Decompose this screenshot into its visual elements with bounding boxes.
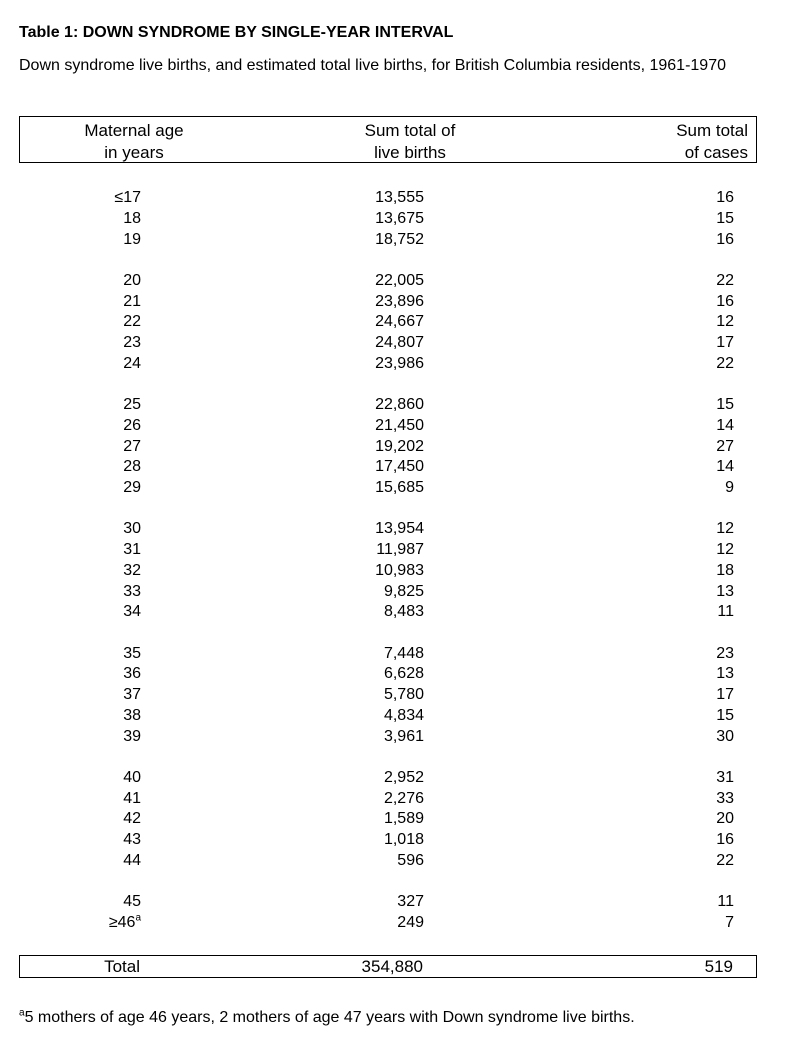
cell-maternal-age (123, 850, 141, 871)
cell-live-births: 3,961 (383, 727, 424, 745)
cell-live-births: 22,005 (375, 271, 424, 289)
cell-age-value: 28 (123, 458, 141, 476)
cell-live-births: 596 (397, 851, 424, 869)
cell-maternal-age (123, 684, 141, 705)
header-births-line2: live births (374, 143, 446, 162)
cell-cases: 16 (716, 189, 734, 206)
cell-cases: 7 (725, 913, 734, 931)
cell-live-births: 4,834 (383, 706, 424, 724)
cell-cases: 31 (716, 768, 734, 786)
cell-age-value: 18 (123, 209, 141, 227)
cell-live-births: 15,685 (375, 479, 424, 496)
cell-cases: 12 (716, 520, 734, 538)
cell-age-value: 44 (123, 851, 141, 869)
table-row (19, 643, 757, 664)
cell-age-value: 31 (123, 541, 141, 558)
cell-live-births: 13,675 (375, 209, 424, 227)
cell-age-value: 39 (123, 727, 141, 745)
table-row (19, 208, 757, 229)
cell-age-value: ≤17 (114, 189, 141, 206)
footnote-text: 5 mothers of age 46 years, 2 mothers of age 47 years with Down syndrome live births. (24, 1009, 635, 1026)
cell-maternal-age (123, 891, 141, 912)
cell-age-value: 37 (123, 686, 141, 703)
cell-age-value: 41 (123, 789, 141, 807)
cell-age-value: 22 (123, 313, 141, 331)
cell-live-births: 1,589 (383, 810, 424, 828)
total-row (19, 955, 757, 978)
table-row (19, 477, 757, 498)
table-row (19, 808, 757, 829)
cell-maternal-age (123, 353, 141, 374)
table-subtitle: Down syndrome live births, and estimated total live births, for British Columbia residents, 1961-1970 (19, 57, 726, 74)
cell-cases: 22 (716, 851, 734, 869)
cell-age-value: 42 (123, 810, 141, 828)
cell-maternal-age (109, 912, 141, 933)
table-row (19, 539, 757, 560)
footnote-marker: a (19, 1007, 25, 1019)
cell-live-births: 18,752 (375, 230, 424, 248)
cell-live-births: 13,954 (375, 520, 424, 538)
cell-cases: 15 (716, 396, 734, 413)
cell-cases: 17 (716, 686, 734, 703)
cell-age-value: 24 (123, 354, 141, 372)
cell-maternal-age (123, 436, 141, 457)
table-row (19, 829, 757, 850)
cell-maternal-age (123, 208, 141, 229)
cell-age-value: 33 (123, 582, 141, 600)
cell-age-value: 19 (123, 230, 141, 248)
cell-live-births: 1,018 (383, 831, 424, 848)
cell-cases: 14 (716, 416, 734, 434)
cell-cases: 11 (717, 893, 734, 910)
cell-maternal-age (123, 601, 141, 622)
table-row (19, 912, 757, 933)
table-body (19, 0, 757, 950)
cell-maternal-age (123, 394, 141, 415)
cell-cases: 11 (717, 603, 734, 621)
table-row (19, 436, 757, 457)
cell-maternal-age (123, 560, 141, 581)
cell-maternal-age (123, 829, 141, 850)
header-cases-line1: Sum total (676, 121, 748, 140)
cell-live-births: 22,860 (375, 396, 424, 413)
table-row (19, 353, 757, 374)
cell-maternal-age (123, 705, 141, 726)
header-births-line1: Sum total of (364, 121, 456, 140)
cell-live-births: 24,667 (375, 313, 424, 331)
cell-age-value: 35 (123, 644, 141, 662)
cell-age-value: 29 (123, 479, 141, 496)
cell-cases: 22 (716, 354, 734, 372)
cell-maternal-age (123, 788, 141, 809)
cell-age-value: 27 (123, 437, 141, 455)
cell-maternal-age (123, 291, 141, 312)
cell-live-births: 21,450 (375, 416, 424, 434)
cell-cases: 18 (716, 561, 734, 579)
cell-age-value: 30 (123, 520, 141, 538)
cell-live-births: 6,628 (383, 665, 424, 683)
table-row (19, 705, 757, 726)
cell-cases: 16 (716, 831, 734, 848)
cell-age-value: 45 (123, 893, 141, 910)
cell-live-births: 11,987 (376, 541, 424, 558)
cell-cases: 27 (716, 437, 734, 455)
cell-cases: 23 (716, 644, 734, 662)
cell-maternal-age (123, 808, 141, 829)
cell-cases: 15 (716, 706, 734, 724)
cell-cases: 33 (716, 789, 734, 807)
cell-live-births: 9,825 (383, 582, 424, 600)
cell-live-births: 327 (397, 893, 424, 910)
table-row (19, 394, 757, 415)
cell-live-births: 23,986 (375, 354, 424, 372)
cell-maternal-age (123, 311, 141, 332)
total-cases: 519 (704, 957, 733, 976)
cell-live-births: 7,448 (383, 644, 424, 662)
cell-live-births: 17,450 (375, 458, 424, 476)
table-row (19, 891, 757, 912)
cell-maternal-age (123, 518, 141, 539)
cell-cases: 12 (716, 541, 734, 558)
table-row (19, 415, 757, 436)
table-title: Table 1: DOWN SYNDROME BY SINGLE-YEAR INTERVAL (19, 24, 454, 41)
table-row (19, 229, 757, 250)
cell-age-value: 26 (123, 416, 141, 434)
cell-maternal-age (123, 767, 141, 788)
cell-maternal-age (123, 270, 141, 291)
cell-age-value: 21 (123, 292, 141, 310)
cell-maternal-age (123, 663, 141, 684)
cell-maternal-age (123, 726, 141, 747)
cell-live-births: 2,276 (383, 789, 424, 807)
cell-maternal-age (123, 456, 141, 477)
table-row (19, 663, 757, 684)
table-row (19, 788, 757, 809)
table-row (19, 518, 757, 539)
table-row (19, 581, 757, 602)
cell-maternal-age (114, 187, 141, 208)
cell-cases: 14 (716, 458, 734, 476)
footnote (19, 1009, 635, 1027)
cell-maternal-age (123, 539, 141, 560)
table-row (19, 291, 757, 312)
table-row (19, 332, 757, 353)
cell-cases: 15 (716, 209, 734, 227)
table-row (19, 560, 757, 581)
cell-age-value: 36 (123, 665, 141, 683)
total-label: Total (104, 957, 140, 976)
table-row (19, 726, 757, 747)
cell-maternal-age (123, 332, 141, 353)
cell-live-births: 13,555 (375, 189, 424, 206)
table-row (19, 767, 757, 788)
cell-age-value: 32 (123, 561, 141, 579)
cell-live-births: 2,952 (383, 768, 424, 786)
cell-cases: 9 (725, 479, 734, 496)
table-row (19, 270, 757, 291)
header-cases-line2: of cases (684, 143, 748, 162)
table-row (19, 456, 757, 477)
table-row (19, 187, 757, 208)
cell-live-births: 23,896 (375, 292, 424, 310)
cell-age-value: 43 (123, 831, 141, 848)
cell-cases: 17 (716, 334, 734, 351)
header-age-line1: Maternal age (84, 121, 184, 140)
cell-maternal-age (123, 229, 141, 250)
table-row (19, 684, 757, 705)
cell-maternal-age (123, 581, 141, 602)
cell-live-births: 10,983 (375, 561, 424, 579)
cell-cases: 16 (716, 230, 734, 248)
cell-cases: 13 (716, 665, 734, 683)
cell-cases: 30 (716, 727, 734, 745)
cell-age-value: 38 (123, 706, 141, 724)
cell-cases: 12 (716, 313, 734, 331)
cell-age-value: 20 (123, 271, 141, 289)
cell-age-value: 40 (123, 768, 141, 786)
cell-live-births: 19,202 (375, 437, 424, 455)
cell-age-value: 34 (123, 603, 141, 621)
header-age-line2: in years (104, 143, 164, 162)
cell-cases: 22 (716, 271, 734, 289)
cell-live-births: 8,483 (383, 603, 424, 621)
cell-age-value: ≥46 (108, 913, 136, 931)
cell-cases: 13 (716, 582, 734, 600)
total-births: 354,880 (361, 957, 423, 976)
cell-live-births: 24,807 (375, 334, 424, 351)
cell-maternal-age (123, 643, 141, 664)
cell-live-births: 5,780 (383, 686, 424, 703)
footnote-reference: a (135, 912, 141, 924)
cell-maternal-age (123, 477, 141, 498)
table-row (19, 311, 757, 332)
cell-age-value: 23 (123, 334, 141, 351)
cell-age-value: 25 (123, 396, 141, 413)
cell-maternal-age (123, 415, 141, 436)
cell-cases: 16 (716, 292, 734, 310)
table-row (19, 850, 757, 871)
cell-cases: 20 (716, 810, 734, 828)
table-row (19, 601, 757, 622)
cell-live-births: 249 (397, 913, 424, 931)
